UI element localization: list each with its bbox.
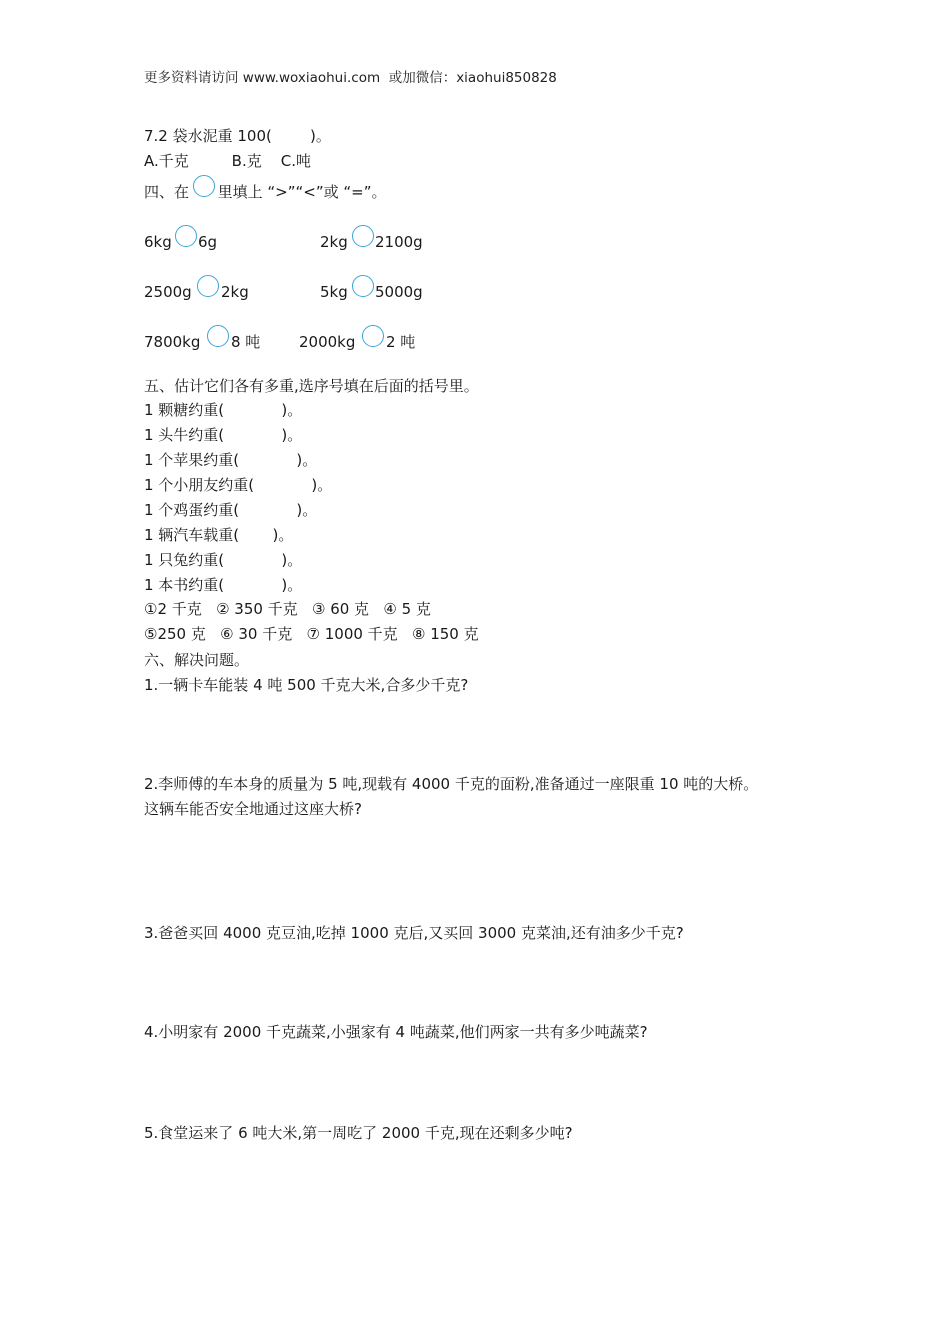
word-problem: 这辆车能否安全地通过这座大桥?: [144, 800, 362, 818]
section-6-title: 六、解决问题。: [144, 651, 250, 669]
word-problem: 3.爸爸买回 4000 克豆油,吃掉 1000 克后,又买回 3000 克菜油,还有油多少千克?: [144, 924, 684, 942]
estimate-choices-row: ⑤250 克 ⑥ 30 千克 ⑦ 1000 千克 ⑧ 150 克: [144, 625, 479, 643]
compare-answer-circle[interactable]: [197, 275, 219, 297]
compare-right-value: 2 吨: [386, 333, 416, 351]
compare-left-value: 7800kg: [144, 333, 201, 351]
compare-answer-circle[interactable]: [207, 325, 229, 347]
compare-left-value: 6kg: [144, 233, 172, 251]
question-7-stem: 7.2 袋水泥重 100( )。: [144, 127, 331, 145]
compare-right-value: 2kg: [221, 283, 249, 301]
compare-right-value: 2100g: [375, 233, 423, 251]
compare-answer-circle[interactable]: [175, 225, 197, 247]
page-header: 更多资料请访问 www.woxiaohui.com 或加微信：xiaohui850828: [144, 70, 557, 86]
word-problem: 4.小明家有 2000 千克蔬菜,小强家有 4 吨蔬菜,他们两家一共有多少吨蔬菜?: [144, 1023, 648, 1041]
compare-right-value: 6g: [198, 233, 218, 251]
compare-answer-circle[interactable]: [352, 225, 374, 247]
estimate-item: 1 个苹果约重( )。: [144, 451, 318, 469]
section-4-title: 四、在 里填上 “>”“<”或 “=”。: [144, 183, 387, 201]
compare-left-value: 2kg: [320, 233, 348, 251]
estimate-item: 1 辆汽车载重( )。: [144, 526, 294, 544]
estimate-item: 1 本书约重( )。: [144, 576, 303, 594]
compare-right-value: 8 吨: [231, 333, 261, 351]
estimate-item: 1 只兔约重( )。: [144, 551, 303, 569]
compare-left-value: 2500g: [144, 283, 192, 301]
compare-answer-circle[interactable]: [352, 275, 374, 297]
compare-answer-circle[interactable]: [362, 325, 384, 347]
estimate-item: 1 头牛约重( )。: [144, 426, 303, 444]
question-7-options: A.千克 B.克 C.吨: [144, 152, 312, 170]
word-problem: 5.食堂运来了 6 吨大米,第一周吃了 2000 千克,现在还剩多少吨?: [144, 1124, 573, 1142]
estimate-choices-row: ①2 千克 ② 350 千克 ③ 60 克 ④ 5 克: [144, 600, 431, 618]
compare-right-value: 5000g: [375, 283, 423, 301]
section-5-title: 五、估计它们各有多重,选序号填在后面的括号里。: [144, 377, 479, 395]
compare-circle-icon: [193, 175, 215, 197]
compare-left-value: 2000kg: [299, 333, 356, 351]
word-problem: 2.李师傅的车本身的质量为 5 吨,现载有 4000 千克的面粉,准备通过一座限重 10 吨的大桥。: [144, 775, 759, 793]
word-problem: 1.一辆卡车能装 4 吨 500 千克大米,合多少千克?: [144, 676, 469, 694]
compare-left-value: 5kg: [320, 283, 348, 301]
estimate-item: 1 个小朋友约重( )。: [144, 476, 333, 494]
estimate-item: 1 颗糖约重( )。: [144, 401, 303, 419]
estimate-item: 1 个鸡蛋约重( )。: [144, 501, 318, 519]
